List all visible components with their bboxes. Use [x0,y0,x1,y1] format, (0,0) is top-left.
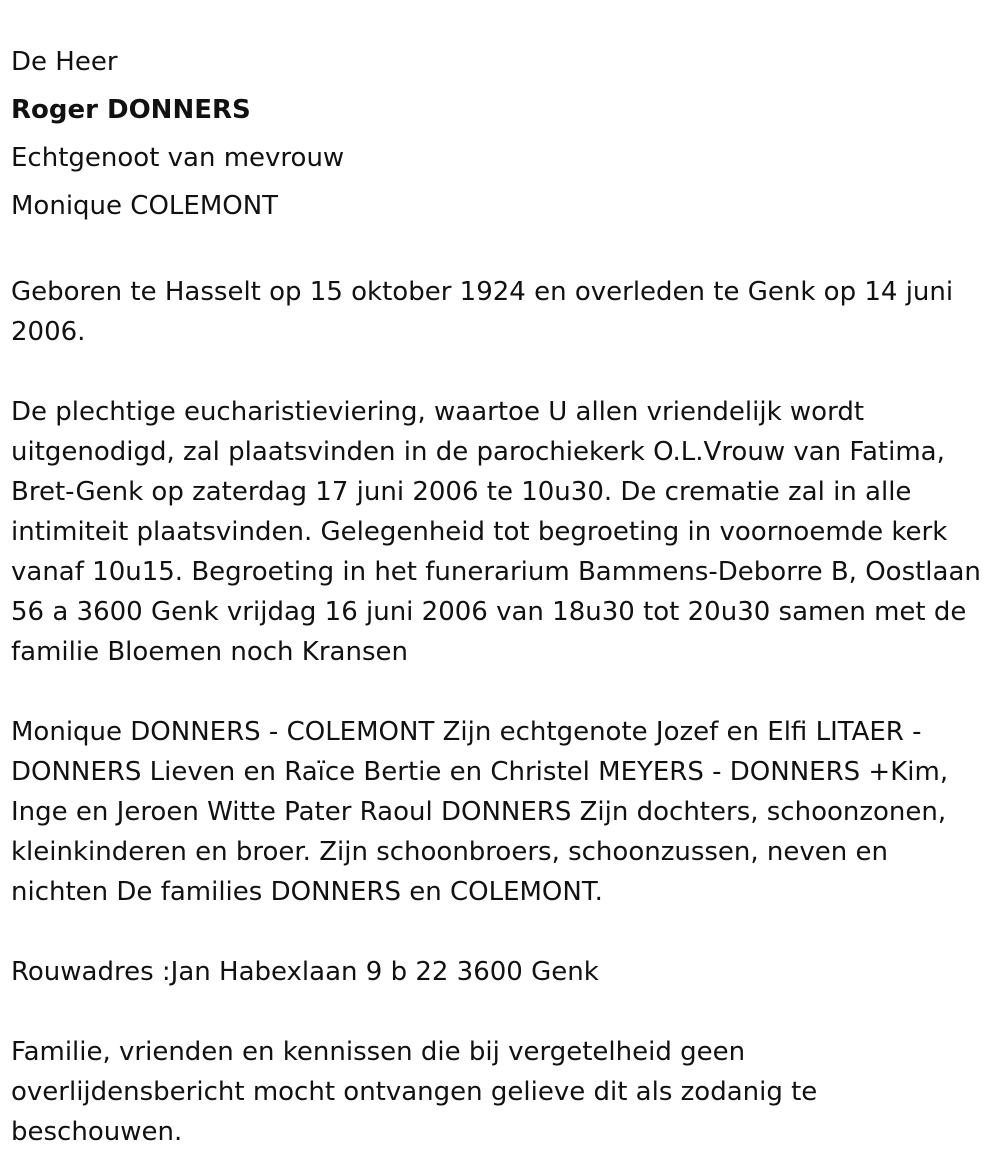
mourning-address: Rouwadres :Jan Habexlaan 9 b 22 3600 Genk [11,957,599,987]
salutation: De Heer [11,47,118,77]
birth-death-paragraph: Geboren te Hasselt op 15 oktober 1924 en overleden te Genk op 14 juni 2006. [11,277,954,347]
obituary-notice [11,38,986,1152]
spouse-name: Monique COLEMONT [11,191,279,221]
ceremony-paragraph: De plechtige eucharistieviering, waartoe U allen vriendelijk wordt uitgenodigd, zal plaatsvinden in de parochiekerk O.L.Vrouw van Fatima, Bret-Genk op zaterdag 17 juni 2006 te 10u30. De crematie zal in alle intimiteit plaatsvinden. Gelegenheid tot begroeting in voornoemde kerk vanaf 10u15. Begroeting in het funerarium Bammens-Deborre B, Oostlaan 56 a 3600 Genk vrijdag 16 juni 2006 van 18u30 tot 20u30 samen met de familie Bloemen noch Kransen [11,397,981,667]
deceased-name: Roger DONNERS [11,95,251,125]
family-paragraph: Monique DONNERS - COLEMONT Zijn echtgenote Jozef en Elfi LITAER - DONNERS Lieven en Raïce Bertie en Christel MEYERS - DONNERS +Kim, Inge en Jeroen Witte Pater Raoul DONNERS Zijn dochters, schoonzonen, kleinkinderen en broer. Zijn schoonbroers, schoonzussen, neven en nichten De families DONNERS en COLEMONT. [11,717,949,907]
notice-paragraph: Familie, vrienden en kennissen die bij vergetelheid geen overlijdensbericht mocht ontvangen gelieve dit als zodanig te beschouwen. [11,1037,818,1147]
relation-line: Echtgenoot van mevrouw [11,143,345,173]
